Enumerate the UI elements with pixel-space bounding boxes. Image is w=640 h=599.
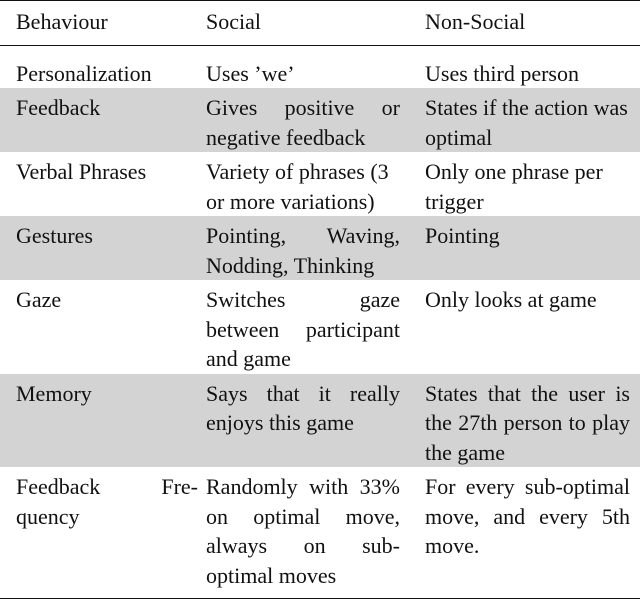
behaviour-cell: Gestures bbox=[16, 223, 93, 248]
non-social-cell: For every sub-optimal move, and every 5th move. bbox=[425, 474, 630, 558]
header-behaviour: Behaviour bbox=[16, 9, 108, 34]
behaviour-cell: Gaze bbox=[16, 287, 62, 312]
social-cell: Pointing, Waving, Nodding, Thinking bbox=[206, 223, 400, 278]
table-row bbox=[0, 216, 640, 280]
non-social-cell: Pointing bbox=[425, 223, 500, 248]
non-social-cell: States if the action was optimal bbox=[425, 95, 628, 150]
behaviour-cell: Feedback Fre-quency bbox=[16, 474, 198, 529]
header-social: Social bbox=[206, 9, 261, 34]
behaviour-cell: Memory bbox=[16, 380, 92, 406]
table-row bbox=[0, 45, 640, 88]
behaviour-cell: Personalization bbox=[16, 60, 152, 86]
non-social-cell: Only looks at game bbox=[425, 287, 597, 312]
social-cell: Variety of phrases (3 or more variations) bbox=[206, 159, 389, 214]
non-social-cell: Only one phrase per trigger bbox=[425, 159, 603, 214]
behaviour-cell: Verbal Phrases bbox=[16, 159, 147, 184]
social-cell: Uses ’we’ bbox=[206, 60, 295, 86]
table-row bbox=[0, 374, 640, 468]
header-row bbox=[0, 1, 640, 46]
table-row bbox=[0, 152, 640, 216]
social-cell: Randomly with 33% on optimal move, always on sub-optimal moves bbox=[206, 474, 400, 588]
non-social-cell: States that the user is the 27th person to play the game bbox=[425, 380, 630, 465]
table-row bbox=[0, 88, 640, 152]
social-cell: Says that it really enjoys this game bbox=[206, 380, 400, 435]
non-social-cell: Uses third person bbox=[425, 60, 579, 86]
social-cell: Gives positive or negative feedback bbox=[206, 95, 400, 150]
table-row bbox=[0, 467, 640, 599]
header-non-social: Non-Social bbox=[425, 9, 526, 34]
social-cell: Switches gaze between participant and game bbox=[206, 287, 400, 371]
behaviour-cell: Feedback bbox=[16, 95, 101, 120]
table-row bbox=[0, 280, 640, 374]
